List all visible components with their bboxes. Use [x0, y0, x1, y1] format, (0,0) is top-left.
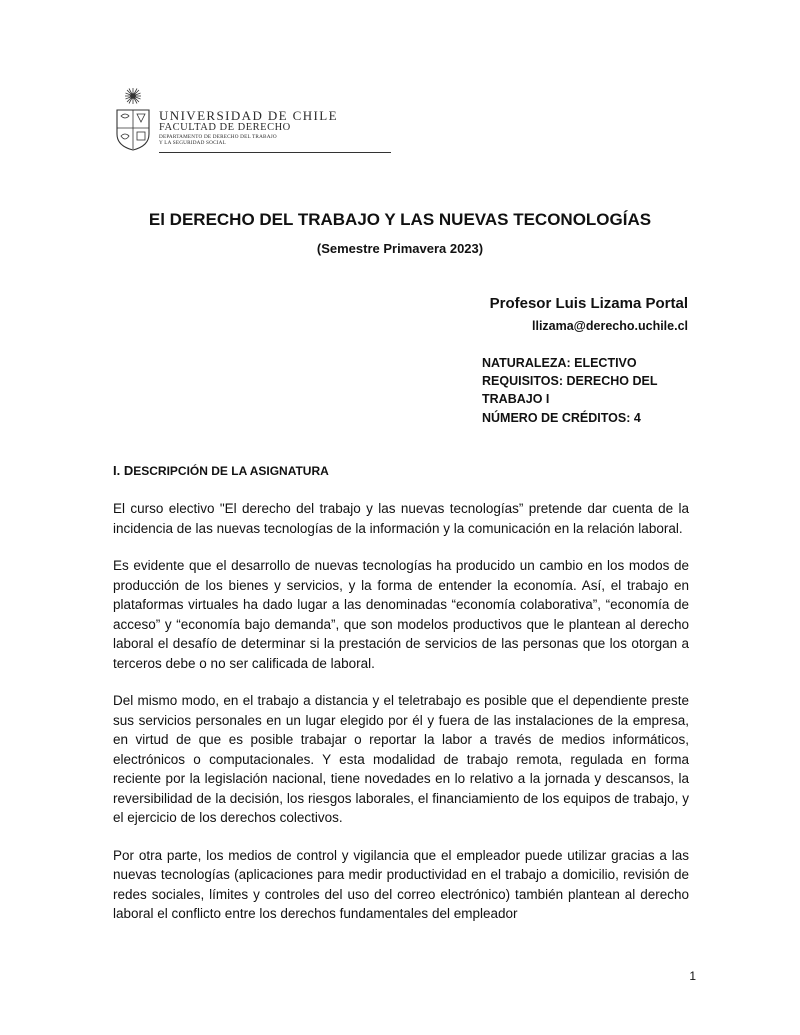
- professor-email: llizama@derecho.uchile.cl: [532, 319, 688, 333]
- university-name-block: [159, 109, 338, 146]
- university-logo: [113, 86, 338, 154]
- paragraph: El curso electivo "El derecho del trabajo y las nuevas tecnologías” pretende dar cuenta de la incidencia de las nuevas tecnologías de la información y la comunicación en la relación laboral.: [113, 501, 689, 536]
- logo-divider: [159, 152, 391, 153]
- course-requisitos-line2: TRABAJO I: [482, 392, 550, 407]
- paragraph: Del mismo modo, en el trabajo a distancia y el teletrabajo es posible que el dependiente preste sus servicios personales en un lugar elegido por él y fuera de las instalaciones de la empresa, en virtud de que es posible trabajar o reportar la labor a través de medios informáticos, electrónicos o computacionales. Y esta modalidad de trabajo remota, regulada en forma reciente por la legislación nacional, tiene novedades en lo relativo a la jornada y descansos, la reversibilidad de la decisión, los riesgos laborales, el financiamiento de los equipos de trabajo, y el ejercicio de los derechos colectivos.: [113, 693, 689, 825]
- section-heading-prefix: I. D: [113, 463, 134, 478]
- professor-name: Profesor Luis Lizama Portal: [489, 295, 688, 312]
- university-name: UNIVERSIDAD DE CHILE: [159, 108, 338, 123]
- university-seal-icon: [113, 86, 153, 152]
- course-requisitos-line1: REQUISITOS: DERECHO DEL: [482, 374, 658, 389]
- document-title: El DERECHO DEL TRABAJO Y LAS NUEVAS TECONOLOGÍAS: [148, 210, 652, 229]
- paragraph: Es evidente que el desarrollo de nuevas tecnologías ha producido un cambio en los modos de producción de los bienes y servicios, y la forma de entender la economía. Así, el trabajo en plataformas virtuales ha dado lugar a las denominadas “economía colaborativa”, “economía de acceso” y “economía bajo demanda”, que son modelos productivos que le plantean al derecho laboral el desafío de determinar si la prestación de servicios de las personas que los otorgan a terceros debe o no ser calificada de laboral.: [113, 558, 689, 671]
- course-creditos: NÚMERO DE CRÉDITOS: 4: [482, 410, 641, 425]
- section-body: [113, 499, 689, 942]
- course-naturaleza: NATURALEZA: ELECTIVO: [482, 356, 637, 370]
- course-info: [482, 354, 682, 427]
- section-heading-rest: ESCRIPCIÓN DE LA ASIGNATURA: [133, 464, 329, 478]
- page-number: 1: [689, 969, 696, 983]
- department-name-line2: Y LA SEGURIDAD SOCIAL: [159, 140, 226, 146]
- faculty-name: FACULTAD DE DERECHO: [159, 122, 291, 133]
- department-name-line1: DEPARTAMENTO DE DERECHO DEL TRABAJO: [159, 134, 277, 140]
- paragraph: Por otra parte, los medios de control y vigilancia que el empleador puede utilizar gracias a las nuevas tecnologías (aplicaciones para medir productividad en el trabajo a domicilio, revisión de redes sociales, límites y controles del uso del correo electrónico) también plantean al derecho laboral el conflicto entre los derechos fundamentales del empleador: [113, 847, 689, 921]
- section-heading: [113, 462, 329, 480]
- document-subtitle: (Semestre Primavera 2023): [316, 241, 484, 256]
